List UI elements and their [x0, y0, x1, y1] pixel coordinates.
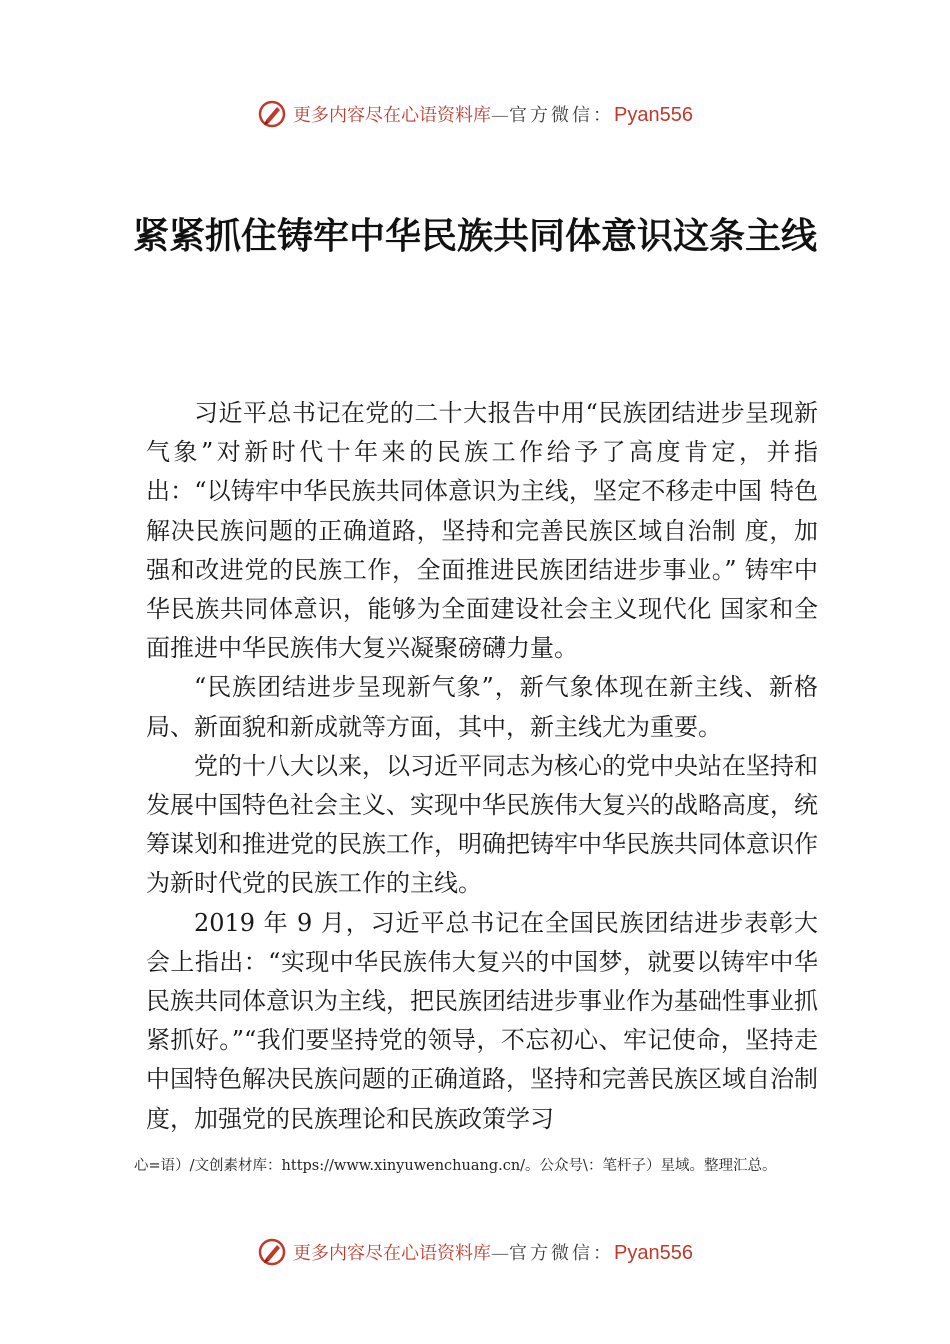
paragraph-4: 2019 年 9 月，习近平总书记在全国民族团结进步表彰大会上指出：“实现中华民族伟大复兴的中国梦，就要以铸牢中华民族共同体意识为主线，把民族团结进步事业作为基础性事业抓紧抓好。”“我们要坚持党的领导，不忘初心、牢记使命，坚持走中国特色解决民族问题的正确道路，坚持和完善民族区域自治制度，加强党的民族理论和民族政策学习 [146, 908, 818, 1133]
header-banner [0, 96, 950, 132]
footer-banner-text [293, 1239, 693, 1265]
banner-dash: — [491, 1243, 510, 1264]
page-title: 紧紧抓住铸牢中华民族共同体意识这条主线 [132, 216, 817, 257]
banner-dash: — [491, 105, 510, 126]
banner-wechat-id: Pyan556 [614, 104, 693, 126]
footer-banner [0, 1234, 950, 1270]
paragraph-1: 习近平总书记在党的二十大报告中用“民族团结进步呈现新气象”对新时代十年来的民族工作给予了高度肯定，并指出：“以铸牢中华民族共同体意识为主线，坚定不移走中国 特色解决民族问题的正确道路，坚持和完善民族区域自治制 度，加强和改进党的民族工作，全面推进民族团结进步事业。” 铸牢中华民族共同体意识，能够为全面建设社会主义现代化 国家和全面推进中华民族伟大复兴凝聚磅礴力量。 [146, 399, 818, 663]
footer-note: 心=语）/文创素材库：https://www.xinyuwenchuang.cn/。公众号\：笔杆子）星域。整理汇总。 [134, 1158, 777, 1174]
header-banner-text [293, 101, 693, 127]
paragraph-3: 党的十八大以来，以习近平同志为核心的党中央站在坚持和发展中国特色社会主义、实现中华民族伟大复兴的战略高度，统筹谋划和推进党的民族工作，明确把铸牢中华民族共同体意识作为新时代党的民族工作的主线。 [146, 751, 818, 898]
pen-logo-icon [257, 1237, 287, 1267]
banner-wechat-id: Pyan556 [614, 1242, 693, 1264]
paragraph-2: “民族团结进步呈现新气象”，新气象体现在新主线、新格局、新面貌和新成就等方面，其中，新主线尤为重要。 [146, 673, 818, 741]
pen-logo-icon [257, 99, 287, 129]
banner-wechat-label: 官方微信： [509, 105, 615, 126]
article-body [146, 394, 818, 1139]
banner-brand-text: 更多内容尽在心语资料库 [293, 105, 492, 126]
banner-wechat-label: 官方微信： [509, 1243, 615, 1264]
banner-brand-text: 更多内容尽在心语资料库 [293, 1243, 492, 1264]
